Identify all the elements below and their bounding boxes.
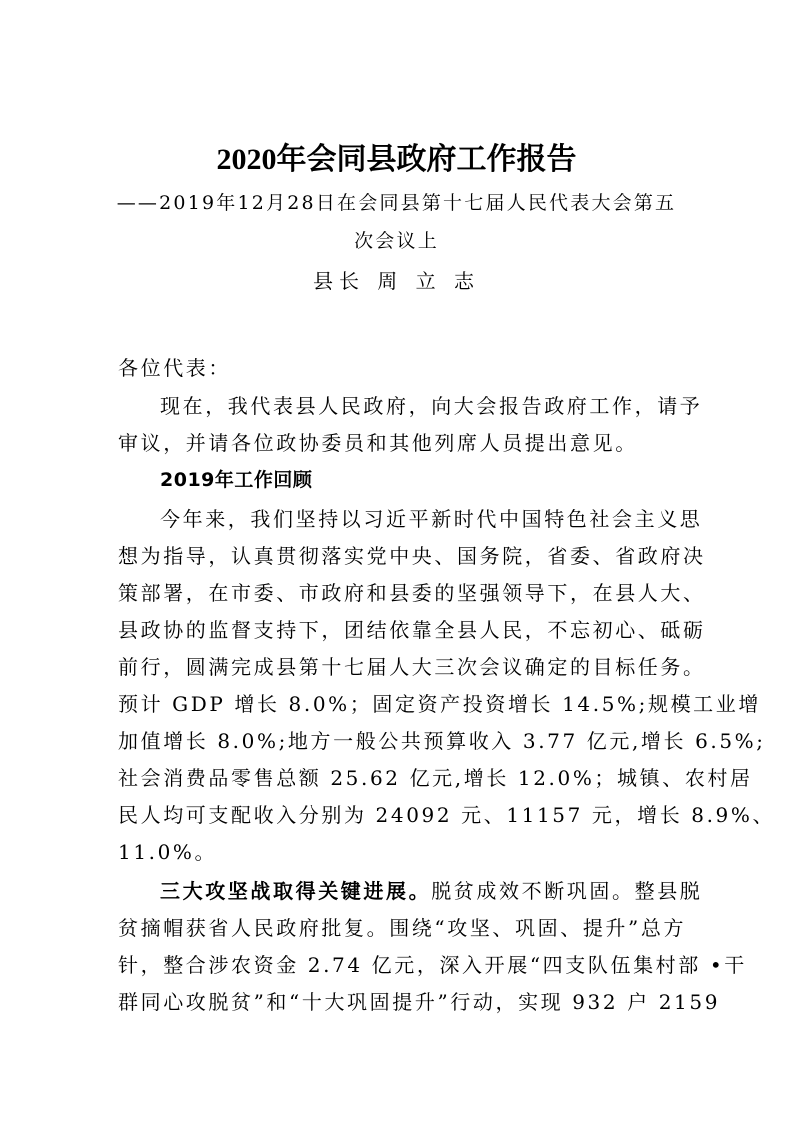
review-line-4: 县政协的监督支持下，团结依靠全县人民，不忘初心、砥砺 [118, 618, 706, 642]
intro-line-2: 审议，并请各位政协委员和其他列席人员提出意见。 [118, 431, 638, 455]
review-line-1: 今年来，我们坚持以习近平新时代中国特色社会主义思 [160, 507, 703, 531]
poverty-line-3: 针，整合涉农资金 2.74 亿元，深入开展“四支队伍集村部 •干 [118, 953, 747, 977]
document-title: 2020年会同县政府工作报告 [216, 143, 577, 176]
review-line-3: 策部署，在市委、市政府和县委的坚强领导下，在县人大、 [118, 581, 706, 605]
poverty-line-2: 贫摘帽获省人民政府批复。围绕“攻坚、巩固、提升”总方 [118, 916, 687, 940]
poverty-line-4: 群同心攻脱贫”和“十大巩固提升”行动，实现 932 户 2159 [118, 990, 721, 1014]
section-heading: 2019年工作回顾 [160, 469, 313, 491]
intro-line-1: 现在，我代表县人民政府，向大会报告政府工作，请予 [160, 394, 703, 418]
salutation: 各位代表： [118, 356, 231, 380]
document-author: 县长 周 立 志 [312, 269, 481, 293]
review-line-7: 加值增长 8.0%;地方一般公共预算收入 3.77 亿元,增长 6.5%; [118, 729, 766, 753]
poverty-line-1-rest: 脱贫成效不断巩固。整县脱 [431, 879, 703, 903]
review-line-6: 预计 GDP 增长 8.0%；固定资产投资增长 14.5%;规模工业增 [118, 692, 761, 716]
review-line-9: 民人均可支配收入分别为 24092 元、11157 元，增长 8.9%、 [118, 803, 776, 827]
review-line-10: 11.0%。 [118, 840, 218, 864]
poverty-bold-lead: 三大攻坚战取得关键进展。 [160, 879, 432, 903]
document-subtitle-line-2: 次会议上 [354, 230, 439, 252]
review-line-5: 前行，圆满完成县第十七届人大三次会议确定的目标任务。 [118, 655, 706, 679]
document-subtitle-line-1: ——2019年12月28日在会同县第十七届人民代表大会第五 [116, 192, 677, 214]
review-line-2: 想为指导，认真贯彻落实党中央、国务院，省委、省政府决 [118, 544, 706, 568]
review-line-8: 社会消费品零售总额 25.62 亿元,增长 12.0%；城镇、农村居 [118, 766, 753, 790]
poverty-line-1 [160, 878, 703, 904]
